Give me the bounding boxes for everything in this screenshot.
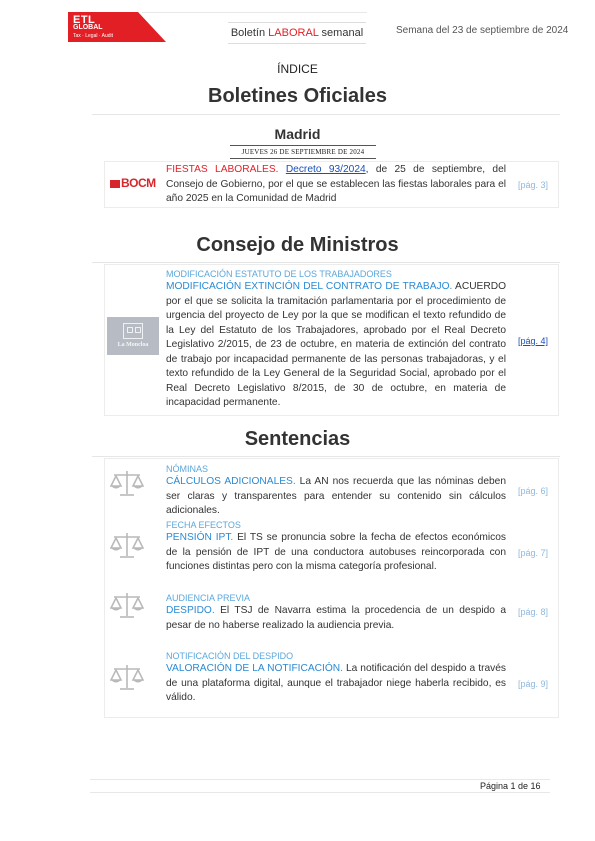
- page-ref-link[interactable]: [pág. 9]: [518, 679, 549, 689]
- sentencia-category: NOTIFICACIÓN DEL DESPIDO: [166, 651, 294, 661]
- sentencia-lead: CÁLCULOS ADICIONALES.: [166, 476, 296, 487]
- sentencia-body: El TS se pronuncia sobre la fecha de efectos económicos de la pensión de IPT de una conductora autobuses reincorporada con funciones distintas pero con la misma categoría profesional.: [166, 532, 506, 572]
- logo-tagline: Tax · Legal · Audit: [73, 33, 114, 39]
- sentencia-item: [166, 650, 506, 706]
- building-icon: [123, 323, 143, 339]
- sentencia-category: AUDIENCIA PREVIA: [166, 593, 251, 603]
- logo-global-text: GLOBAL: [73, 24, 103, 31]
- justice-scale-icon: [110, 468, 144, 498]
- madrid-item-body: , de 25 de septiembre, del Consejo de Gobierno, por el que se establecen las fiestas laborales para el año 2025 en la Comunidad de Madrid: [166, 164, 506, 204]
- page-ref-link[interactable]: [pág. 6]: [518, 486, 549, 496]
- sentencia-body: La notificación del despido a través de una plataforma digital, aunque el trabajador niege haberla recibido, es válido.: [166, 663, 506, 703]
- page-number: Página 1 de 16: [480, 781, 541, 791]
- consejo-item-body: ACUERDO por el que se solicita la tramitación parlamentaria por el procedimiento de urgencia del proyecto de Ley por la que se modifican el texto refundido de la Ley del Estatuto de los Trabajadores, aprobado por el Real Decreto Legislativo 2/2015, de 23 de octubre, en materia de extinción del contrato de trabajo por incapacidad permanente de las personas trabajadoras, y el texto refundido de la Ley General de la Seguridad Social, aprobado por el Real Decreto Legislativo 8/2015, de 30 de octubre, en materia de incapacidad permanente.: [166, 281, 506, 408]
- consejo-category: MODIFICACIÓN ESTATUTO DE LOS TRABAJADORES: [166, 269, 392, 279]
- justice-scale-icon: [110, 530, 144, 560]
- section-rule: [92, 114, 560, 115]
- sentencia-lead: DESPIDO.: [166, 605, 215, 616]
- week-label: Semana del 23 de septiembre de 2024: [396, 25, 569, 36]
- sentencia-category: NÓMINAS: [166, 464, 209, 474]
- section-title-consejo: Consejo de Ministros: [196, 234, 399, 256]
- index-heading: ÍNDICE: [277, 62, 318, 76]
- decreto-link[interactable]: Decreto 93/2024: [285, 164, 366, 175]
- bocm-logo-square: [110, 180, 120, 188]
- section-title-sentencias: Sentencias: [244, 428, 351, 450]
- bulletin-title: [228, 22, 366, 44]
- moncloa-label: La Moncloa: [117, 342, 149, 348]
- region-date: JUEVES 26 DE SEPTIEMBRE DE 2024: [230, 145, 376, 159]
- section-title-boletines: Boletines Oficiales: [208, 85, 387, 107]
- page-ref-link[interactable]: [pág. 4]: [518, 336, 549, 346]
- sentencia-lead: PENSIÓN IPT.: [166, 532, 234, 543]
- consejo-item-lead: MODIFICACIÓN EXTINCIÓN DEL CONTRATO DE TRABAJO.: [166, 281, 453, 292]
- madrid-item-text: [166, 163, 506, 207]
- sentencia-item: [166, 463, 506, 519]
- sentencia-item: [166, 519, 506, 575]
- sentencia-item: [166, 592, 506, 633]
- page-ref-link[interactable]: [pág. 7]: [518, 548, 549, 558]
- consejo-item-text: [166, 268, 506, 411]
- page-ref-link[interactable]: [pág. 8]: [518, 607, 549, 617]
- sentencia-body: El TSJ de Navarra estima la procedencia de un despido a pesar de no haberse realizado la audiencia previa.: [166, 605, 506, 631]
- bulletin-title-pre: Boletín: [230, 27, 269, 39]
- madrid-item-lead: FIESTAS LABORALES.: [166, 164, 279, 175]
- region-title: Madrid: [274, 126, 321, 142]
- justice-scale-icon: [110, 590, 144, 620]
- section-rule: [92, 262, 560, 263]
- logo-etl-text: ETL: [73, 14, 96, 26]
- sentencia-body: La AN nos recuerda que las nóminas deben ser claras y transparentes para entender su contenido sin cálculos adicionales.: [166, 476, 506, 516]
- justice-scale-icon: [110, 662, 144, 692]
- bulletin-title-post: semanal: [318, 27, 364, 39]
- bocm-logo: [110, 176, 166, 192]
- moncloa-image: [107, 317, 159, 355]
- sentencia-category: FECHA EFECTOS: [166, 520, 241, 530]
- bulletin-title-red: LABORAL: [268, 27, 319, 39]
- page-ref-link[interactable]: [pág. 3]: [518, 180, 549, 190]
- sentencia-lead: VALORACIÓN DE LA NOTIFICACIÓN.: [166, 663, 343, 674]
- section-rule: [92, 456, 560, 457]
- bocm-logo-text: BOCM: [121, 176, 156, 190]
